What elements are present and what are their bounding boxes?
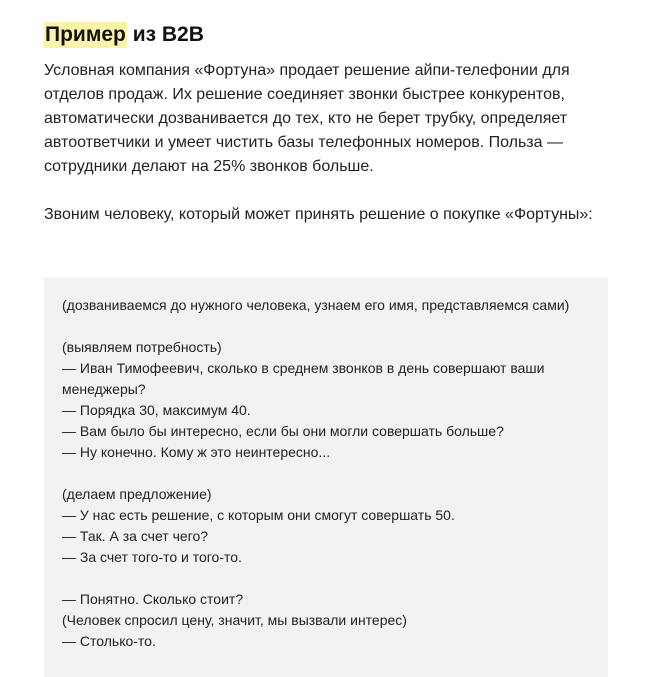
dialog-offer-line-1: — У нас есть решение, с которым они смогут совершать 50.: [62, 507, 455, 523]
dialog-opening: (дозваниваемся до нужного человека, узнаем его имя, представляемся сами): [62, 297, 570, 313]
dialog-offer-line-2: — Так. А за счет чего?: [62, 528, 209, 544]
dialog-offer-line-3: — За счет того-то и того-то.: [62, 549, 242, 565]
dialog-need-label: (выявляем потребность): [62, 339, 222, 355]
dialog-price-question: — Понятно. Сколько стоит?: [62, 591, 244, 607]
spacer: [62, 568, 590, 589]
dialog-need-question-2: — Вам было бы интересно, если бы они могли совершать больше?: [62, 423, 504, 439]
intro-paragraph: Условная компания «Фортуна» продает решение айпи-телефонии для отделов продаж. Их решение соединяет звонки быстрее конкурентов, автоматически дозванивается до тех, кто не берет трубку, определяет автоответчики и умеет чистить базы телефонных номеров. Польза — сотрудники делают на 25% звонков больше.: [44, 62, 570, 175]
dialog-need-answer-1: — Порядка 30, максимум 40.: [62, 402, 251, 418]
article: [44, 22, 614, 227]
dialog-need-question-1: — Иван Тимофеевич, сколько в среднем звонков в день совершают ваши менеджеры?: [62, 360, 545, 397]
lead-paragraph: Звоним человеку, который может принять решение о покупке «Фортуны»:: [44, 206, 593, 223]
section-heading: [44, 22, 614, 48]
spacer: [62, 316, 590, 337]
dialog-price-note: (Человек спросил цену, значит, мы вызвали интерес): [62, 612, 407, 628]
dialog-need-answer-2: — Ну конечно. Кому ж это неинтересно...: [62, 444, 331, 460]
dialog-offer-label: (делаем предложение): [62, 486, 212, 502]
heading-rest: из B2B: [126, 23, 204, 46]
dialog-example-box: [44, 277, 608, 677]
heading-highlight: Пример: [45, 23, 126, 46]
spacer: [62, 463, 590, 484]
dialog-price-answer: — Столько-то.: [62, 633, 156, 649]
